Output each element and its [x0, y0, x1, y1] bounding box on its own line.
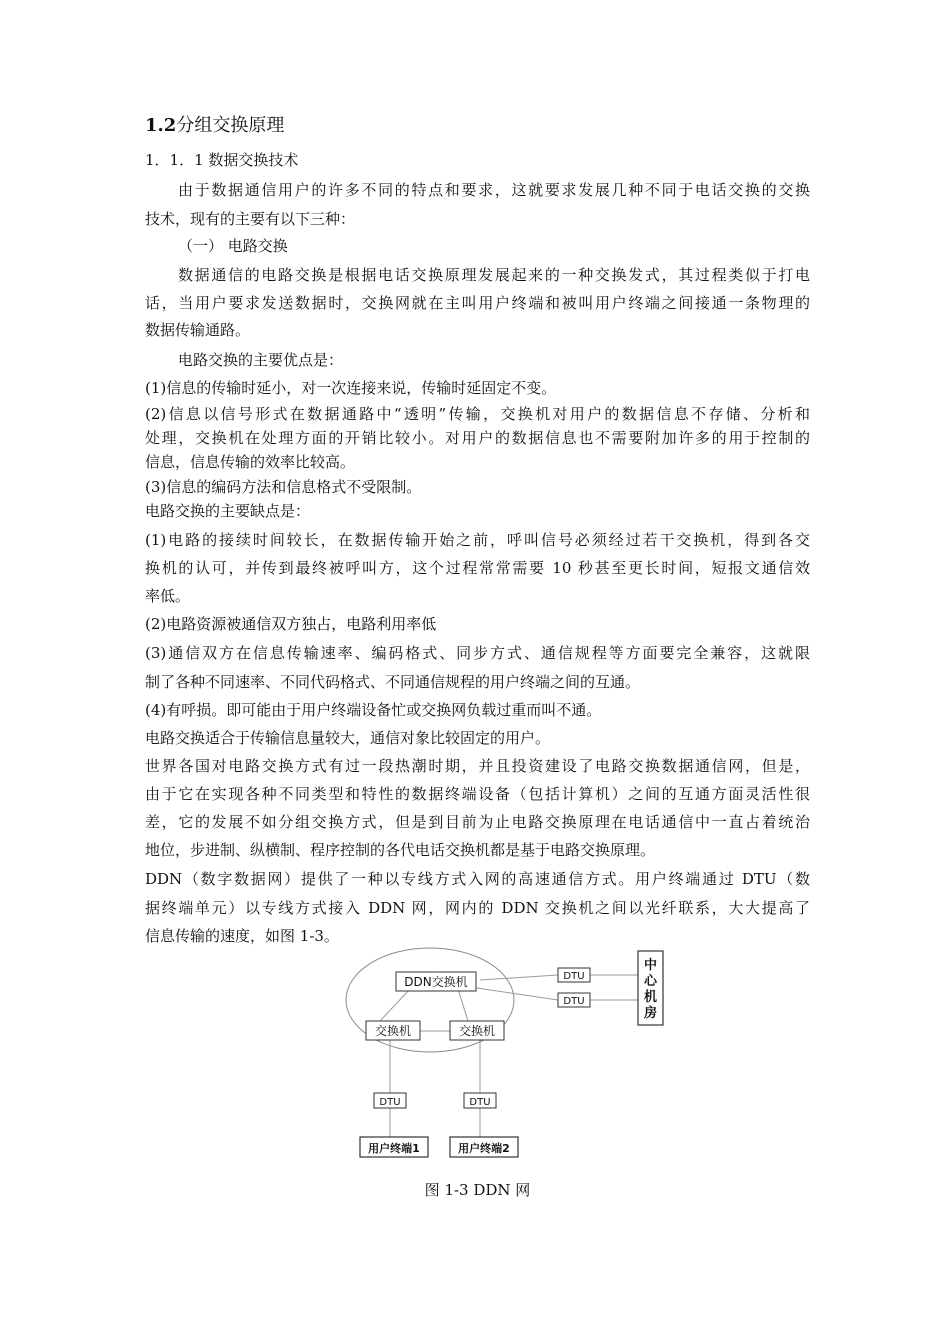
dtu-label: DTU	[563, 971, 585, 982]
list-item: (4)有呼损。即可能由于用户终端设备忙或交换网负载过重而叫不通。	[145, 701, 602, 719]
paragraph-line: 信息，信息传输的效率比较高。	[145, 453, 356, 471]
link-line	[458, 989, 468, 1021]
section-number: 1.2	[145, 115, 177, 136]
link-line	[480, 975, 558, 980]
paragraph-line: 率低。	[145, 587, 191, 605]
paragraph-line: 电路交换的主要缺点是：	[145, 502, 311, 520]
list-item: (1)信息的传输时延小，对一次连接来说，传输时延固定不变。	[145, 379, 557, 397]
ddn-diagram-svg	[340, 947, 680, 1167]
switch-label-right: 交换机	[458, 1024, 496, 1038]
paragraph-line: 话，当用户要求发送数据时，交换网就在主叫用户终端和被叫用户终端之间接通一条物理的	[145, 294, 810, 312]
list-item: (3)信息的编码方法和信息格式不受限制。	[145, 478, 422, 496]
subsection-heading	[145, 150, 810, 170]
center-room-char: 中	[643, 958, 658, 973]
paragraph-line: 差，它的发展不如分组交换方式，但是到目前为止电路交换原理在电话通信中一直占着统治	[145, 813, 810, 831]
item-heading: （一） 电路交换	[178, 237, 288, 255]
paragraph-line: 由于它在实现各种不同类型和特性的数据终端设备（包括计算机）之间的互通方面灵活性很	[145, 785, 810, 803]
user-terminal-label-1: 用户终端1	[368, 1142, 420, 1155]
paragraph-line: 技术，现有的主要有以下三种：	[145, 210, 356, 228]
paragraph-line: 电路交换的主要优点是：	[178, 351, 344, 369]
dtu-label: DTU	[379, 1097, 401, 1108]
switch-label-left: 交换机	[374, 1024, 412, 1038]
list-item: (3)通信双方在信息传输速率、编码格式、同步方式、通信规程等方面要完全兼容，这就限	[145, 644, 810, 662]
paragraph-line: 处理，交换机在处理方面的开销比较小。对用户的数据信息也不需要附加许多的用于控制的	[145, 429, 810, 447]
subsection-title: 数据交换技术	[208, 151, 299, 169]
paragraph-line: 地位，步进制、纵横制、程序控制的各代电话交换机都是基于电路交换原理。	[145, 841, 656, 859]
dtu-label: DTU	[563, 996, 585, 1007]
ddn-network-diagram	[340, 947, 680, 1167]
section-title: 分组交换原理	[176, 115, 285, 136]
paragraph-line: 信息传输的速度，如图 1-3。	[145, 927, 339, 945]
paragraph-line: 换机的认可，并传到最终被呼叫方，这个过程常常需要 10 秒甚至更长时间，短报文通信效	[145, 559, 810, 577]
paragraph-line: 世界各国对电路交换方式有过一段热潮时期，并且投资建设了电路交换数据通信网，但是，	[145, 757, 810, 775]
center-room-char: 心	[643, 974, 658, 989]
section-heading	[145, 114, 810, 138]
list-item: (1)电路的接续时间较长，在数据传输开始之前，呼叫信号必须经过若干交换机，得到各交	[145, 531, 810, 549]
paragraph-line: 据终端单元）以专线方式接入 DDN 网，网内的 DDN 交换机之间以光纤联系，大大提高了	[145, 899, 810, 917]
user-terminal-label-2: 用户终端2	[458, 1142, 510, 1155]
list-item: (2)电路资源被通信双方独占，电路利用率低	[145, 615, 437, 633]
paragraph-line: 制了各种不同速率、不同代码格式、不同通信规程的用户终端之间的互通。	[145, 673, 641, 691]
figure-caption: 图 1-3 DDN 网	[424, 1181, 531, 1199]
list-item: (2)信息以信号形式在数据通路中“透明”传输，交换机对用户的数据信息不存储、分析和	[145, 405, 810, 423]
paragraph-line: 数据通信的电路交换是根据电话交换原理发展起来的一种交换发式，其过程类似于打电	[178, 266, 810, 284]
paragraph-line: 由于数据通信用户的许多不同的特点和要求，这就要求发展几种不同于电话交换的交换	[178, 181, 810, 199]
paragraph-line: 数据传输通路。	[145, 321, 251, 339]
paragraph-line: DDN（数字数据网）提供了一种以专线方式入网的高速通信方式。用户终端通过 DTU（数	[145, 870, 810, 888]
dtu-label: DTU	[469, 1097, 491, 1108]
ddn-switch-label: DDN交换机	[404, 975, 468, 989]
center-room-char: 房	[643, 1006, 658, 1021]
paragraph-line: 电路交换适合于传输信息量较大，通信对象比较固定的用户。	[145, 729, 551, 747]
link-line	[380, 989, 410, 1021]
center-room-char: 机	[643, 990, 658, 1005]
subsection-number: 1．1．1	[145, 151, 204, 169]
